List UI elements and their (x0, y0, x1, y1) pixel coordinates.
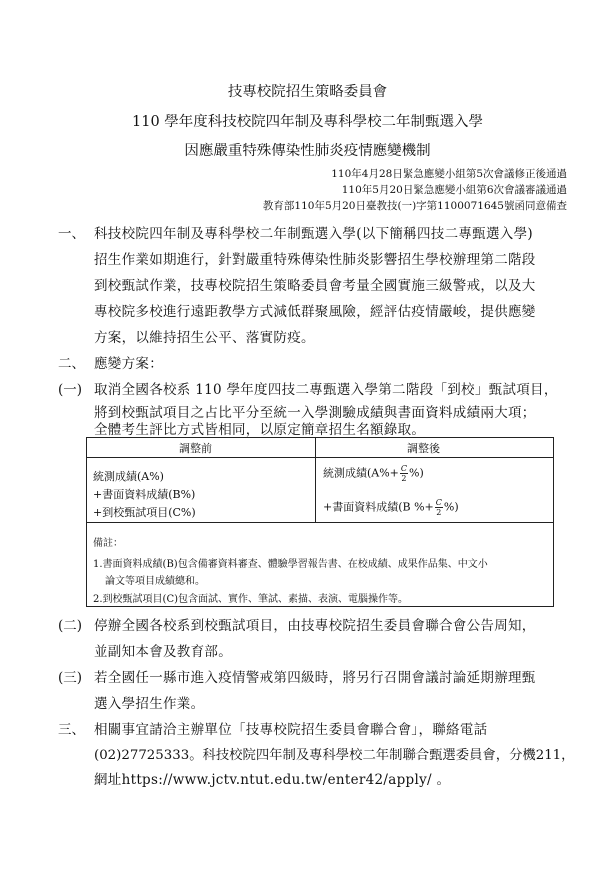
section-3-marker: 三、 (58, 722, 85, 738)
section-3-line: (02)27725333。科技校院四年制及專科學校二年制聯合甄選委員會，分機211， (94, 748, 575, 763)
after-exam-suffix: %) (409, 466, 424, 480)
contact-website-line: 網址https://www.jctv.ntut.edu.tw/enter42/apply/ 。 (94, 772, 451, 788)
approval-note-1: 110年4月28日緊急應變小組第5次會議修正後通過 (331, 168, 567, 180)
item-3-line: 選入學招生作業。 (94, 696, 205, 712)
before-item-onsite: +到校甄試項目(C%) (93, 506, 196, 519)
remark-line: 論文等項目成績總和。 (105, 576, 205, 587)
section-3-line: 相關事宜請洽主辦單位「技專校院招生委員會聯合會」，聯絡電話 (94, 722, 488, 738)
fraction-numerator: C (435, 498, 442, 507)
fraction-numerator: C (400, 464, 408, 473)
item-1-line: 全體考生評比方式皆相同，以原定簡章招生名額錄取。 (94, 422, 426, 438)
section-1-line: 到校甄試作業，技專校院招生策略委員會考量全國實施三級警戒，以及大 (94, 278, 536, 294)
item-2-line: 並副知本會及教育部。 (94, 644, 232, 660)
item-2-marker: (二) (58, 618, 83, 634)
half-c-fraction (400, 464, 408, 483)
approval-note-3: 教育部110年5月20日臺教技(一)字第1100071645號函同意備查 (262, 200, 567, 212)
before-item-documents: +書面資料成績(B%) (93, 488, 196, 501)
item-1-line: 取消全國各校系 110 學年度四技二專甄選入學第二階段「到校」甄試項目， (94, 382, 558, 398)
after-item-documents (323, 498, 459, 517)
item-1-line: 將到校甄試項目之占比平分至統一入學測驗成績與書面資料成績兩大項； (94, 405, 536, 421)
remark-line: 2.到校甄試項目(C)包含面試、實作、筆試、素描、表演、電腦操作等。 (93, 594, 408, 605)
after-item-exam (323, 464, 424, 483)
section-1-marker: 一、 (58, 226, 85, 242)
section-1-line: 專校院多校進行遠距教學方式減低群聚風險，經評估疫情嚴峻，提供應變 (94, 304, 536, 320)
section-1-line: 科技校院四年制及專科學校二年制甄選入學(以下簡稱四技二專甄選入學) (94, 226, 533, 242)
fraction-denominator: 2 (436, 508, 442, 517)
half-c-fraction (435, 498, 443, 517)
col-header-before: 調整前 (179, 442, 212, 455)
col-header-after: 調整後 (407, 442, 440, 455)
doc-title-admission: 110 學年度科技校院四年制及專科學校二年制甄選入學 (132, 114, 483, 130)
fraction-denominator: 2 (401, 474, 407, 483)
item-3-marker: (三) (58, 670, 83, 686)
table-column-divider (315, 438, 316, 523)
remark-line: 1.書面資料成績(B)包含備審資料審查、體驗學習報告書、在校成績、成果作品集、中文小 (93, 559, 488, 570)
section-1-line: 方案，以維持招生公平、落實防疫。 (94, 330, 315, 346)
section-2-marker: 二、 (58, 356, 85, 372)
after-documents-suffix: %) (443, 500, 459, 514)
approval-note-2: 110年5月20日緊急應變小組第6次會議審議通過 (341, 184, 567, 196)
after-exam-prefix: 統測成績(A%+ (323, 466, 399, 480)
doc-title-mechanism: 因應嚴重特殊傳染性肺炎疫情應變機制 (184, 143, 431, 159)
item-2-line: 停辦全國各校系到校甄試項目，由技專校院招生委員會聯合會公告周知， (94, 618, 536, 634)
section-1-line: 招生作業如期進行，針對嚴重特殊傳染性肺炎影響招生學校辦理第二階段 (94, 252, 536, 268)
item-1-marker: (一) (58, 382, 83, 398)
score-comparison-table (86, 437, 554, 607)
after-documents-prefix: +書面資料成績(B %+ (323, 500, 434, 514)
before-item-exam: 統測成績(A%) (93, 470, 164, 483)
table-header-row (87, 438, 553, 458)
table-remarks-divider (87, 522, 553, 523)
section-2-heading: 應變方案： (94, 356, 163, 372)
item-3-line: 若全國任一縣市進入疫情警戒第四級時，將另行召開會議討論延期辦理甄 (94, 670, 536, 686)
remarks-title: 備註： (93, 538, 123, 549)
doc-title-committee: 技專校院招生策略委員會 (227, 84, 388, 100)
